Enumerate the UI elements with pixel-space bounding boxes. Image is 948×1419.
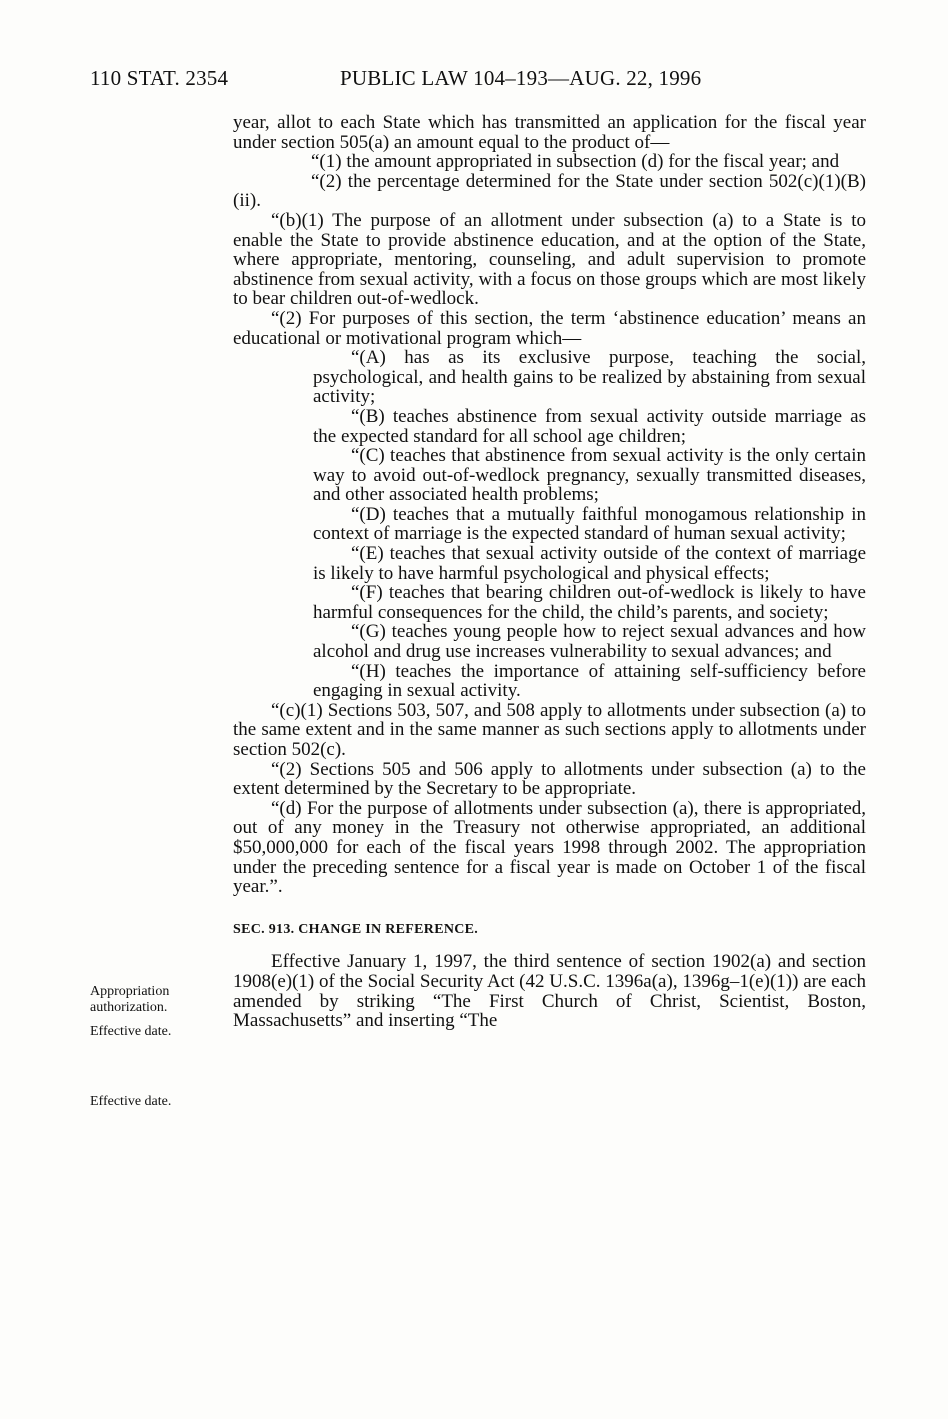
paragraph-d: “(d) For the purpose of allotments under subsection (a), there is appropriated, out of any money in the Treasury not otherwise appropriated, an additional $50,000,000 for each of the fiscal years 1998 through 2002. The appropriation under the preceding sentence for a fiscal year is made on October 1 of the fiscal year.”. xyxy=(233,797,866,898)
public-law-title: PUBLIC LAW 104–193—AUG. 22, 1996 xyxy=(340,66,702,90)
list-item: “(H) teaches the importance of attaining self-sufficiency before engaging in sexual activity. xyxy=(313,660,866,702)
paragraph-b1: “(b)(1) The purpose of an allotment under subsection (a) to a State is to enable the State to provide abstinence education, and at the option of the State, where appropriate, mentoring, counseling, and adult supervision to promote abstinence from sexual activity, with a focus on those groups which are most likely to bear children out-of-wedlock. xyxy=(233,209,866,310)
section-heading: SEC. 913. CHANGE IN REFERENCE. xyxy=(233,921,479,937)
list-item: “(D) teaches that a mutually faithful monogamous relationship in context of marriage is the expected standard of human sexual activity; xyxy=(313,503,866,545)
list-item: “(E) teaches that sexual activity outside of the context of marriage is likely to have harmful psychological and physical effects; xyxy=(313,543,866,584)
list-item: “(C) teaches that abstinence from sexual activity is the only certain way to avoid out-of-wedlock pregnancy, sexually transmitted diseases, and other associated health problems; xyxy=(313,445,866,506)
list-item: “(F) teaches that bearing children out-of-wedlock is likely to have harmful consequences for the child, the child’s parents, and society; xyxy=(313,582,866,623)
paragraph-intro: year, allot to each State which has transmitted an application for the fiscal year under section 505(a) an amount equal to the product of— xyxy=(233,112,866,153)
statute-text xyxy=(233,113,866,1031)
paragraph-c1: “(c)(1) Sections 503, 507, and 508 apply to allotments under subsection (a) to the same extent and in the same manner as such sections apply to allotments under section 502(c). xyxy=(233,699,866,760)
stat-citation: 110 STAT. 2354 xyxy=(90,66,229,90)
paragraph-final: Effective January 1, 1997, the third sentence of section 1902(a) and section 1908(e)(1) of the Social Security Act (42 U.S.C. 1396a(a), 1396g–1(e)(1)) are each amended by striking “The First Church of Christ, Scientist, Boston, Massachusetts” and inserting “The xyxy=(233,951,866,1032)
margin-note-effective-date: Effective date. xyxy=(90,1024,172,1039)
paragraph-a1: “(1) the amount appropriated in subsection (d) for the fiscal year; and xyxy=(311,151,840,173)
list-item: “(G) teaches young people how to reject sexual advances and how alcohol and drug use increases vulnerability to sexual advances; and xyxy=(313,621,866,663)
paragraph-b2: “(2) For purposes of this section, the term ‘abstinence education’ means an educational or motivational program which— xyxy=(233,307,866,349)
margin-note-appropriation: Appropriation authorization. xyxy=(90,984,170,1015)
paragraph-a2: “(2) the percentage determined for the State under section 502(c)(1)(B)(ii). xyxy=(233,170,866,212)
list-item: “(B) teaches abstinence from sexual activity outside marriage as the expected standard for all school age children; xyxy=(313,405,866,447)
running-header xyxy=(90,66,870,94)
margin-note-effective-date: Effective date. xyxy=(90,1094,172,1109)
list-item: “(A) has as its exclusive purpose, teaching the social, psychological, and health gains to be realized by abstaining from sexual activity; xyxy=(313,347,866,408)
paragraph-c2: “(2) Sections 505 and 506 apply to allotments under subsection (a) to the extent determined by the Secretary to be appropriate. xyxy=(233,758,866,800)
